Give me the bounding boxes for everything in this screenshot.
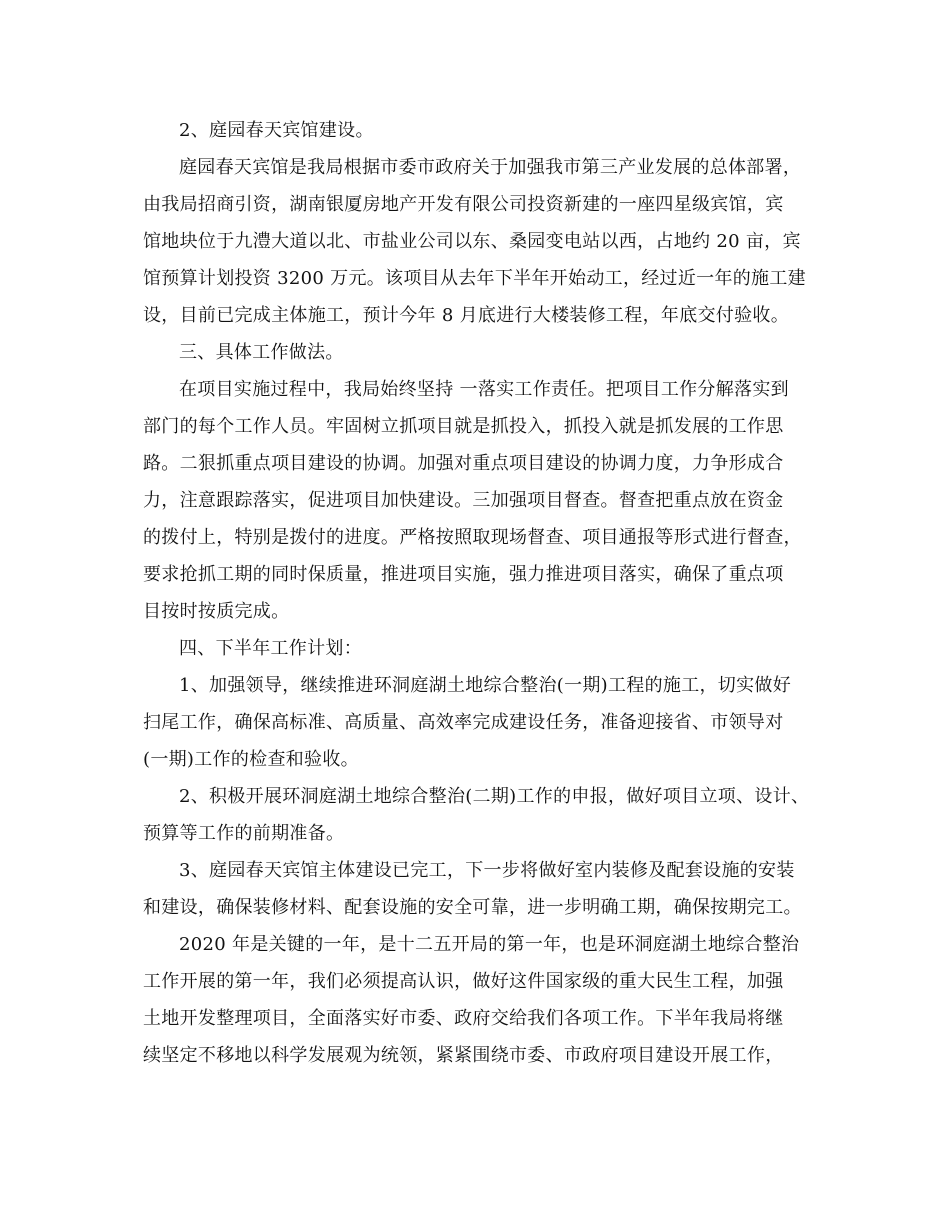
paragraph-line: 预算等工作的前期准备。 [143,823,345,844]
paragraph-line: 和建设，确保装修材料、配套设施的安全可靠，进一步明确工期，确保按期完工。 [143,897,802,918]
paragraph-line: 部门的每个工作人员。牢固树立抓项目就是抓投入，抓投入就是抓发展的工作思 [143,416,784,437]
paragraph-line: 扫尾工作，确保高标准、高质量、高效率完成建设任务，准备迎接省、市领导对 [143,712,784,733]
paragraph-line: 要求抢抓工期的同时保质量，推进项目实施，强力推进项目落实，确保了重点项 [143,564,784,585]
paragraph-line: 土地开发整理项目，全面落实好市委、政府交给我们各项工作。下半年我局将继 [143,1008,784,1029]
paragraph-line: 目按时按质完成。 [143,601,290,622]
paragraph-line: 工作开展的第一年，我们必须提高认识，做好这件国家级的重大民生工程，加强 [143,971,784,992]
paragraph-line: 续坚定不移地以科学发展观为统领，紧紧围绕市委、市政府项目建设开展工作， [143,1045,784,1066]
section-heading-methods: 三、具体工作做法。 [179,342,344,363]
paragraph-line: 2、积极开展环洞庭湖土地综合整治(二期)工作的申报，做好项目立项、设计、 [179,786,810,807]
paragraph-line: 馆预算计划投资 3200 万元。该项目从去年下半年开始动工，经过近一年的施工建 [143,268,806,289]
paragraph-line: 庭园春天宾馆是我局根据市委市政府关于加强我市第三产业发展的总体部署， [179,157,802,178]
paragraph-line: 设，目前已完成主体施工，预计今年 8 月底进行大楼装修工程，年底交付验收。 [143,305,789,326]
paragraph-line: 3、庭园春天宾馆主体建设已完工，下一步将做好室内装修及配套设施的安装 [179,860,795,881]
paragraph-line: 在项目实施过程中，我局始终坚持 一落实工作责任。把项目工作分解落实到 [179,379,789,400]
paragraph-line: 2020 年是关键的一年，是十二五开局的第一年，也是环洞庭湖土地综合整治 [179,934,800,955]
paragraph-line: 的拨付上，特别是拨付的进度。严格按照取现场督查、项目通报等形式进行督查， [143,527,802,548]
paragraph-line: (一期)工作的检查和验收。 [143,749,359,770]
paragraph-line: 1、加强领导，继续推进环洞庭湖土地综合整治(一期)工程的施工，切实做好 [179,675,791,696]
paragraph-line: 馆地块位于九澧大道以北、市盐业公司以东、桑园变电站以西，占地约 20 亩，宾 [143,231,801,252]
section-heading-plan: 四、下半年工作计划： [179,638,362,659]
paragraph-line: 力，注意跟踪落实，促进项目加快建设。三加强项目督查。督查把重点放在资金 [143,490,784,511]
paragraph-line: 由我局招商引资，湖南银厦房地产开发有限公司投资新建的一座四星级宾馆，宾 [143,194,784,215]
section-heading-hotel: 2、庭园春天宾馆建设。 [179,120,374,141]
paragraph-line: 路。二狠抓重点项目建设的协调。加强对重点项目建设的协调力度，力争形成合 [143,453,784,474]
